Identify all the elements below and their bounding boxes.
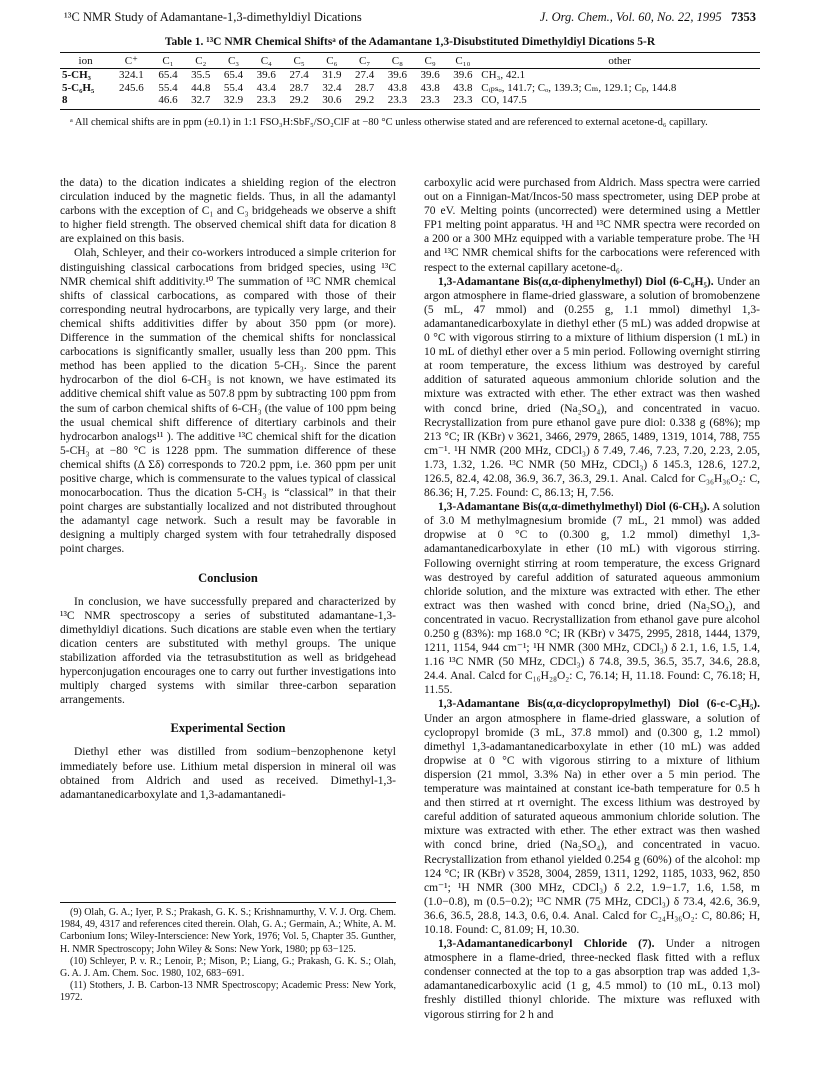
paragraph: carboxylic acid were purchased from Aldrich. Mass spectra were carried out on a Finnigan-Mat/Incos-50 mass spectrometer, using DEP probe at 70 eV. Melting points (uncorrected) were determined using a Mettler FP1 melting point apparatus. ¹H and ¹³C NMR spectra were recorded on a 200 or a 300 MHz equipped with a variable temperature probe. The ¹H and ¹³C NMR chemical shifts for the carbocations were referenced with respect to the external capillary acetone-d₆. [424, 177, 760, 274]
table-cell: 23.3 [447, 94, 480, 109]
table-row [60, 94, 760, 109]
table-cell: 39.6 [387, 69, 407, 81]
column-header: C⁺ [111, 53, 152, 69]
table-row [60, 69, 760, 82]
table-cell: 31.9 [322, 69, 342, 81]
table-cell: 55.4 [223, 81, 244, 94]
column-header: ion [60, 53, 111, 69]
procedure-dicyclopropyl: 1,3-Adamantane Bis(α,α-dicyclopropylmethyl) Diol (6-c-C₃H₅). Under an argon atmosphere in flame-dried glassware, a solution of cyclopropyl bromide (3 mL, 37.8 mmol) and (0.300 g, 1.2 mmol) dimethyl 1,3-adamantanedicarboxylate in ether (10 mL) was added dropwise at 0 °C with vigorous stirring to a mixture of lithium dispersion (21 mmol, 3.3% Na) in ether over a 5 min period. The temperature was maintained at constant ice-bath temperature for 0.5 h and then stirred at rt overnight. The excess lithium was destroyed by careful addition of saturated aqueous ammonium chloride solution. The mixture was extracted with ether. The ether extract was then washed with concd brine, dried (Na₂SO₄), and concentrated in vacuo. Recrystallization from ethanol yielded 0.254 g (60%) of the alcohol: mp 124 °C; IR (KBr) ν 3528, 3004, 2859, 1311, 1292, 1185, 1033, 962, 850 cm⁻¹; ¹H NMR (300 MHz, CDCl₃) δ 2.2, 1.9−1.7, 1.6, 1.58, m (1.0−0.8), m (0.5−0.2); ¹³C NMR (75 MHz, CDCl₃) δ 73.4, 42.6, 36.9, 36.6, 36.5, 28.8, 14.3, 0.6, 0.4. Anal. Calcd for C₂₄H₃₆O₂: C, 80.86; H, 10.18. Found: C, 81.09; H, 10.30. [424, 698, 760, 936]
table-footnote: ᵃ All chemical shifts are in ppm (±0.1) in 1:1 FSO₃H:SbF₅/SO₂ClF at −80 °C unless otherwise stated and are referenced to external acetone-d₆ capillary. [70, 116, 708, 128]
table-cell: 5-C₆H₅ [62, 81, 95, 94]
paragraph: Olah, Schleyer, and their co-workers introduced a simple criterion for distinguishing classical carbocations from bridged species, using ¹³C NMR chemical shift additivity.¹⁰ The summation of ¹³C NMR chemical shifts of classical carbocations, as compared with those of their corresponding neutral hydrocarbons, are typically very large, and their chemical shifts additivities differ by about 350 ppm (or more). Difference in the summation of the chemical shifts for nonclassical carbocations is significantly smaller, usually less than 200 ppm. This method has been applied to the dication 5-CH₃. Since the parent hydrocarbon of the diol 6-CH₃ is not known, we have estimated its additive chemical shift value as 507.8 ppm by subtracting 100 ppm from the sum of carbon chemical shifts of 6-CH₃ (the value of 100 ppm being the usual chemical shift difference of ditertiary carbinols and their hydrocarbon analogs¹¹ ). The additive ¹³C chemical shift for the dication 5-CH₃ at −80 °C is 1228 ppm. The summation difference of these chemical shifts (Δ Σδ) corresponds to 720.2 ppm, i.e. 360 ppm per unit positive charge, which is commensurate to the values typical of classical monocarbocation. Thus the dication 5-CH₃ is “classical” in that their point charges are substantially localized and not distributed throughout the adamantyl cage network. Such a result may be favorable in designing a multiply charged system with four tetrahedrally disposed point charges. [60, 247, 396, 556]
column-header: C₄ [250, 53, 283, 69]
table-cell: 23.3 [250, 94, 283, 109]
reference-10: (10) Schleyer, P. v. R.; Lenoir, P.; Mison, P.; Liang, G.; Prakash, G. K. S.; Olah, G. A. J. Am. Chem. Soc. 1980, 102, 683−691. [60, 955, 396, 980]
table-cell: 32.7 [184, 94, 217, 109]
column-header: C₁ [152, 53, 185, 69]
column-header: C₉ [414, 53, 447, 69]
experimental-heading: Experimental Section [170, 721, 286, 736]
right-column [424, 176, 760, 1022]
procedure-dicarbonyl-chloride: 1,3-Adamantanedicarbonyl Chloride (7). Under a nitrogen atmosphere in a flame-dried, three-necked flask fitted with a reflux condenser connected at the top to a gas absorption trap was added 1,3-adamantanedicarboxylic acid (1 g, 4.5 mmol) to (10 mL, 0.13 mol) freshly distilled thionyl chloride. The mixture was refluxed with vigorous stirring for 2 h and [424, 938, 760, 1021]
table-cell: 324.1 [118, 69, 144, 81]
table-cell: 39.6 [420, 69, 440, 81]
table-cell: 65.4 [223, 69, 244, 81]
table-cell: 35.5 [191, 69, 211, 81]
paragraph: Diethyl ether was distilled from sodium−benzophenone ketyl immediately before use. Lithium metal dispersion in mineral oil was obtained from Aldrich and used as received. Dimethyl-1,3-adamantanedicarboxylate and 1,3-adamantanedi- [60, 746, 396, 801]
table-cell: 43.4 [256, 81, 276, 94]
column-header: C₇ [348, 53, 381, 69]
table-cell: 43.8 [420, 81, 440, 94]
table-cell: 39.6 [453, 69, 473, 81]
table-cell: CO, 147.5 [479, 94, 760, 109]
procedure-title: 1,3-Adamantane Bis(α,α-diphenylmethyl) Diol (6-C₆H₅). [438, 275, 714, 288]
table-cell: 23.3 [414, 94, 447, 109]
reference-11: (11) Stothers, J. B. Carbon-13 NMR Spectroscopy; Academic Press: New York, 1972. [60, 980, 396, 1004]
page-number: 7353 [731, 10, 756, 24]
chemical-shift-table [60, 36, 760, 129]
paragraph: In conclusion, we have successfully prepared and characterized by ¹³C NMR spectroscopy a series of substituted adamantane-1,3-dimethyldiyl dications. Such dications are stable even when the tertiary dication centers are substituted with methyl groups. The unique stabilization afforded via the tetrasubstitution as well as bridgehead hyperconjugation encourages one to carry out further investigations into multiply charged systems with similar three-carbon separation arrangements. [60, 595, 396, 707]
table-caption: Table 1. ¹³C NMR Chemical Shiftsᵃ of the Adamantane 1,3-Disubstituted Dimethyldiyl Dications 5-R [164, 36, 656, 48]
table-cell: 28.7 [354, 81, 375, 94]
table-header-row [60, 53, 760, 69]
running-head-title: ¹³C NMR Study of Adamantane-1,3-dimethyldiyl Dications [64, 10, 362, 24]
table-body [60, 69, 760, 110]
column-header: C₆ [315, 53, 348, 69]
column-header: C₂ [184, 53, 217, 69]
column-header: C₈ [381, 53, 414, 69]
table-cell: 29.2 [283, 94, 316, 109]
table-cell: 28.7 [289, 81, 309, 94]
table-cell: 27.4 [289, 69, 309, 81]
table-cell: 32.9 [217, 94, 250, 109]
table-row [60, 82, 760, 95]
procedure-dimethyl: 1,3-Adamantane Bis(α,α-dimethylmethyl) Diol (6-CH₃). A solution of 3.0 M methylmagnesium bromide (7 mL, 21 mmol) was added dropwise at 0 °C to (0.300 g, 1.2 mmol) dimethyl 1,3-adamantanedicarboxylate in ether (10 mL) with vigorous stirring. Following overnight stirring at room temperature, the excess Grignard was destroyed by careful addition of saturated aqueous ammonium chloride solution, and the mixture was extracted with ether. The ether extract was then washed with concd brine, dried (Na₂SO₄), and concentrated in vacuo. Recrystallization from ethanol gave pure alcohol 0.250 g (83%): mp 168.0 °C; IR (KBr) ν 3475, 2995, 2818, 1444, 1379, 1211, 1154, 944 cm⁻¹; ¹H NMR (300 MHz, CDCl₃) δ 2.1, 1.6, 1.5, 1.4, 1.16 ¹³C NMR (50 MHz, CDCl₃) δ 74.8, 39.5, 36.5, 35.7, 34.6, 28.8, 24.4. Anal. Calcd for C₁₆H₂₈O₂: C, 76.14; H, 11.18. Found: C, 76.18; H, 11.55. [424, 501, 760, 697]
table-cell: 23.3 [381, 94, 414, 109]
table-cell: 27.4 [354, 69, 375, 81]
column-header: C₅ [283, 53, 316, 69]
table-cell: 32.4 [322, 81, 342, 94]
procedure-title: 1,3-Adamantanedicarbonyl Chloride (7). [438, 938, 655, 951]
table-cell: 245.6 [118, 81, 144, 94]
table-cell: 43.8 [453, 81, 473, 94]
table-cell: 8 [60, 94, 111, 109]
table-cell: 55.4 [158, 81, 178, 94]
column-header: other [479, 53, 760, 69]
procedure-title: 1,3-Adamantane Bis(α,α-dimethylmethyl) Diol (6-CH₃). [438, 501, 710, 514]
table-cell: CH₃, 42.1 [481, 69, 526, 81]
table-cell: 5-CH₃ [62, 69, 91, 81]
footnote-references [60, 902, 396, 1005]
running-head-journal: J. Org. Chem., Vol. 60, No. 22, 1995 7353 [539, 10, 756, 24]
table-cell: 30.6 [315, 94, 348, 109]
procedure-title: 1,3-Adamantane Bis(α,α-dicyclopropylmethyl) Diol (6-c-C₃H₅). [438, 698, 760, 711]
conclusion-heading: Conclusion [198, 570, 258, 585]
procedure-diphenyl: 1,3-Adamantane Bis(α,α-diphenylmethyl) Diol (6-C₆H₅). Under an argon atmosphere in flame-dried glassware, a solution of bromobenzene (5 mL, 47 mmol) and (0.255 g, 1.1 mmol) dimethyl 1,3-adamantanedicarboxylate in diethyl ether (5 mL) was added dropwise at 0 °C with vigorous stirring to a mixture of lithium dispersion (1 mL) in 10 mL of diethyl ether over a 5 min period. Following overnight stirring at room temperature, the excess lithium was destroyed by careful addition of saturated aqueous ammonium chloride solution and the mixture was extracted with ether. The ether extract was then washed with concd brine, dried (Na₂SO₄), and concentrated in vacuo. Recrystallization from pure ethanol gave pure diol: 0.338 g (68%); mp 213 °C; IR (KBr) ν 3621, 3466, 2979, 2865, 1489, 1319, 1014, 788, 755 cm⁻¹. ¹H NMR (200 MHz, CDCl₃) δ 7.49, 7.46, 7.23, 7.20, 2.23, 2.05, 1.73, 1.32, 1.26. ¹³C NMR (50 MHz, CDCl₃) δ 145.3, 128.6, 127.2, 126.5, 82.4, 42.08, 36.9, 36.7, 36.3, 29.1. Anal. Calcd for C₃₆H₃₆O₂: C, 86.36; H, 7.25. Found: C, 86.13; H, 7.56. [424, 275, 761, 500]
table-cell: 65.4 [158, 69, 178, 81]
table-cell: 29.2 [348, 94, 381, 109]
reference-9: (9) Olah, G. A.; Iyer, P. S.; Prakash, G. K. S.; Krishnamurthy, V. V. J. Org. Chem. 1984, 49, 4317 and references cited therein. Olah, G. A.; Germain, A.; White, A. M. Carbonium Ions; Wiley-Interscience: New York, 1976; Vol. 5, Chapter 35. Gunther, H. NMR Spectroscopy; John Wiley & Sons: New York, 1980; pp 63−125. [60, 907, 396, 955]
shifts-table [60, 52, 760, 110]
table-cell: Cᵢₚₛₒ, 141.7; Cₒ, 139.3; Cₘ, 129.1; Cₚ, 144.8 [481, 81, 677, 94]
table-cell: 44.8 [191, 81, 211, 94]
table-cell [111, 94, 152, 109]
running-head [64, 10, 756, 25]
table-cell: 43.8 [387, 81, 407, 94]
paragraph: the data) to the dication indicates a shielding region of the electron circulation induced by the magnetic fields. Thus, in all the adamantyl carbons with the exception of C₁ and C₃ bridgeheads we observe a shift to higher field strength. The observed chemical shift data for dication 8 are explained on this basis. [60, 177, 396, 246]
table-cell: 39.6 [256, 69, 276, 81]
column-header: C₃ [217, 53, 250, 69]
column-header: C₁₀ [447, 53, 480, 69]
left-column [60, 176, 396, 802]
table-cell: 46.6 [152, 94, 185, 109]
